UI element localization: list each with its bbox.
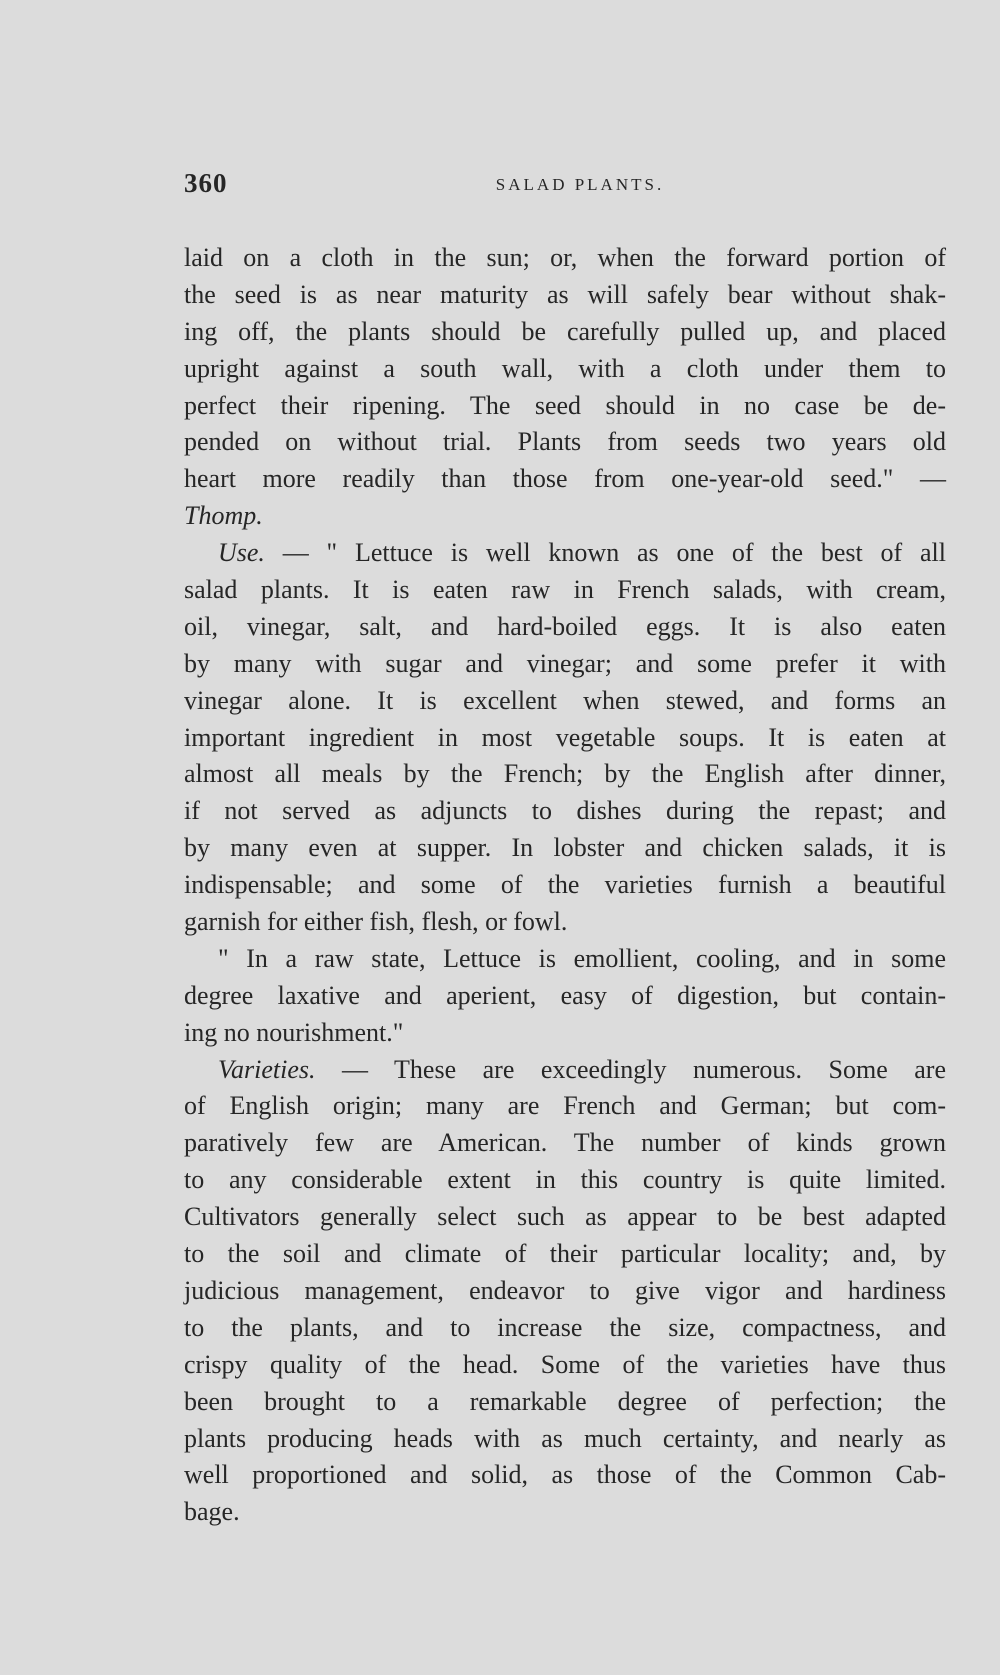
text-line: oil, vinegar, salt, and hard-boiled eggs. It is also eaten [184,611,946,641]
text-line: vinegar alone. It is excellent when stewed, and forms an [184,685,946,715]
text-line: to the plants, and to increase the size, compactness, and [184,1312,946,1342]
text-line: upright against a south wall, with a cloth under them to [184,353,946,383]
text-line: ing no nourishment." [184,1017,404,1047]
text-line: degree laxative and aperient, easy of digestion, but contain- [184,980,946,1010]
text-line: indispensable; and some of the varieties furnish a beautiful [184,870,946,900]
text-line: to any considerable extent in this country is quite limited. [184,1165,946,1195]
run-in-heading: Use. [218,538,265,568]
page-header [184,168,946,208]
paragraph-start-quote: " In a raw state, Lettuce is emollient, cooling, and in some [218,943,946,973]
text-line: garnish for either fish, flesh, or fowl. [184,907,568,937]
text-line: plants producing heads with as much certainty, and nearly as [184,1423,946,1453]
text-line: crispy quality of the head. Some of the varieties have thus [184,1349,946,1379]
text-line: the seed is as near maturity as will safely bear without shak- [184,279,946,309]
text-line: almost all meals by the French; by the English after dinner, [184,759,946,789]
text-line: perfect their ripening. The seed should in no case be de- [184,390,946,420]
text-line: if not served as adjuncts to dishes during the repast; and [184,796,946,826]
text-line: judicious management, endeavor to give vigor and hardiness [184,1275,946,1305]
text-line: important ingredient in most vegetable soups. It is eaten at [184,722,946,752]
text-line: by many with sugar and vinegar; and some prefer it with [184,648,946,678]
text-line: of English origin; many are French and German; but com- [184,1091,946,1121]
text-line: bage. [184,1497,240,1527]
page-number: 360 [184,168,228,198]
paragraph-start-use: Use. — " Lettuce is well known as one of the best of all [218,538,946,568]
paragraph-start-varieties: Varieties. — These are exceedingly numerous. Some are [218,1054,946,1084]
text-line: Cultivators generally select such as appear to be best adapted [184,1202,946,1232]
text-line: paratively few are American. The number of kinds grown [184,1128,946,1158]
text-line: ing off, the plants should be carefully pulled up, and placed [184,316,946,346]
text-line: heart more readily than those from one-year-old seed." — [184,464,946,494]
citation-line: Thomp. [184,501,263,531]
run-in-heading: Varieties. [218,1054,316,1084]
text-line: pended on without trial. Plants from seeds two years old [184,427,946,457]
running-head: SALAD PLANTS. [495,175,665,194]
text-line: well proportioned and solid, as those of the Common Cab- [184,1460,946,1490]
text-line: to the soil and climate of their particular locality; and, by [184,1239,946,1269]
text-line: been brought to a remarkable degree of perfection; the [184,1386,946,1416]
text-line: laid on a cloth in the sun; or, when the forward portion of [184,243,946,272]
body-text [184,240,946,1531]
text-line: by many even at supper. In lobster and chicken salads, it is [184,833,946,863]
text-line: salad plants. It is eaten raw in French salads, with cream, [184,575,946,605]
